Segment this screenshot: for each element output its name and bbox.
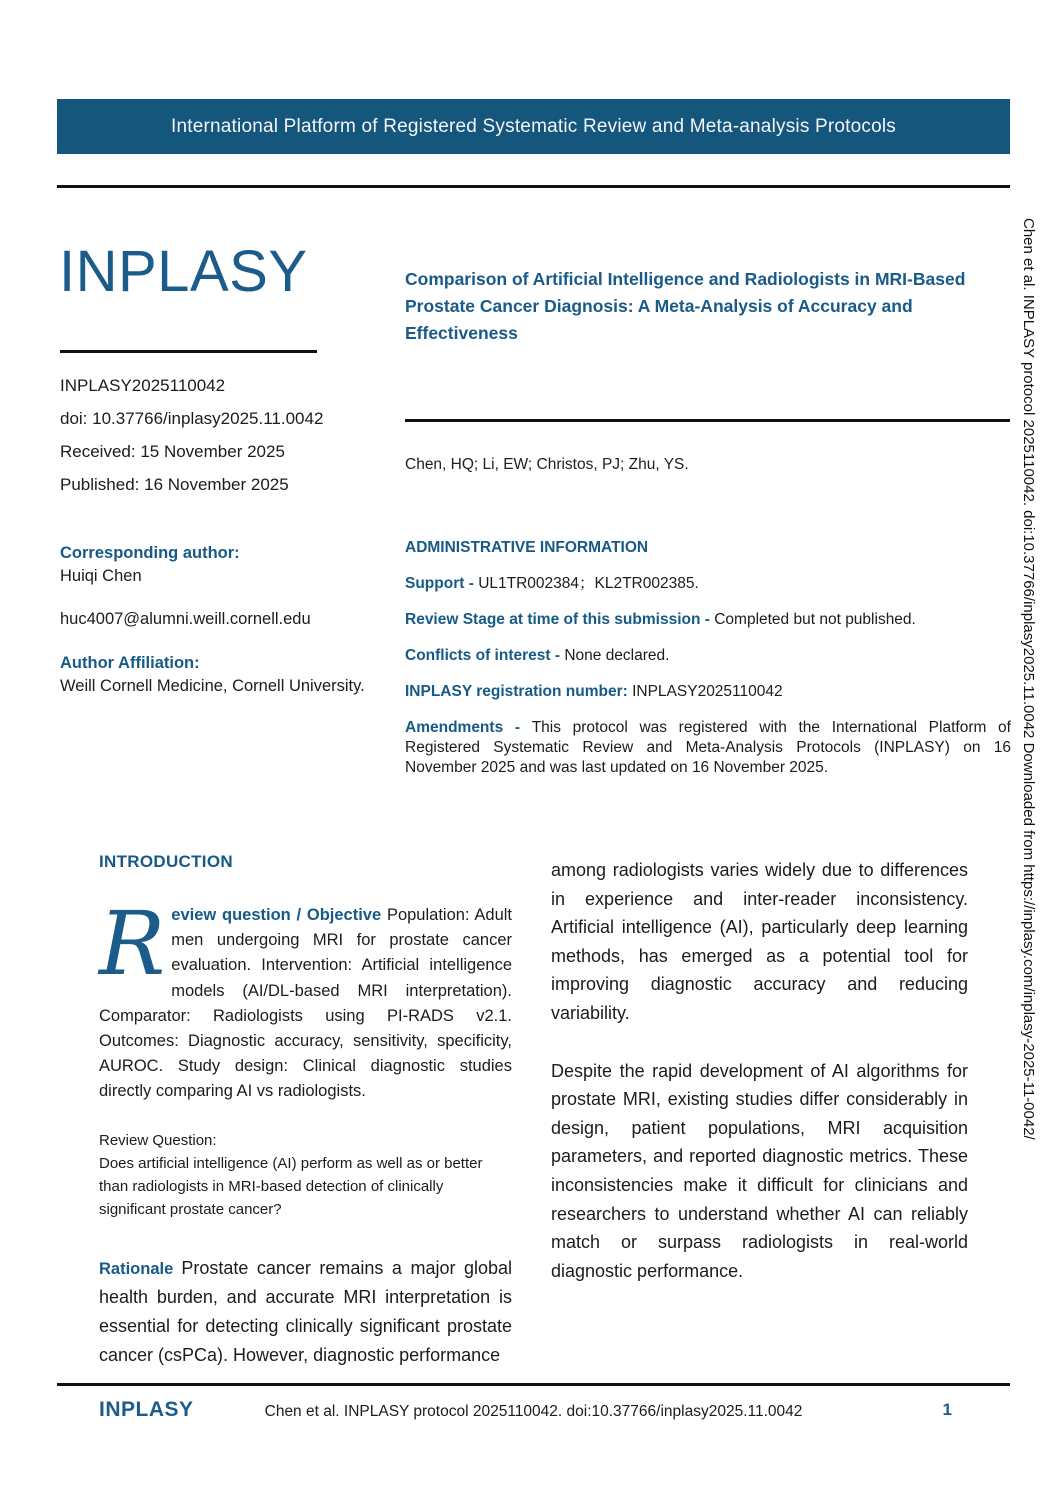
review-question-block	[99, 1129, 512, 1221]
corresponding-author-email: huc4007@alumni.weill.cornell.edu	[60, 610, 311, 628]
registration-number-value: INPLASY2025110042	[632, 683, 783, 700]
logo-divider	[60, 350, 317, 353]
introduction-heading: INTRODUCTION	[99, 852, 233, 871]
support-label: Support -	[405, 575, 479, 592]
support-value: UL1TR002384；KL2TR002385.	[478, 575, 699, 592]
admin-heading: ADMINISTRATIVE INFORMATION	[405, 539, 649, 556]
page-number: 1	[942, 1400, 952, 1419]
introduction-column-left	[99, 852, 512, 1370]
amendments-value: This protocol was registered with the International Platform of Registered Systematic Review and Meta-Analysis Protocols (INPLASY) on 16 November 2025 and was last updated on 16 November 2025.	[405, 719, 1011, 776]
doi-line: doi: 10.37766/inplasy2025.11.0042	[60, 409, 324, 428]
dropcap-letter: R	[99, 892, 166, 995]
review-stage-line	[405, 610, 1011, 630]
footer-divider	[57, 1383, 1010, 1386]
published-date: Published: 16 November 2025	[60, 475, 289, 494]
corresponding-author-name: Huiqi Chen	[60, 567, 142, 585]
amendments-label: Amendments -	[405, 719, 532, 736]
conflicts-value: None declared.	[564, 647, 670, 664]
review-objective-text: Population: Adult men undergoing MRI for prostate cancer evaluation. Intervention: Artificial intelligence models (AI/DL-based MRI interpretation). Comparator: Radiologists using PI-RADS v2.1. Outcomes: Diagnostic accuracy, sensitivity, specificity, AUROC. Study design: Clinical diagnostic studies directly comparing AI vs radiologists.	[99, 906, 512, 1101]
platform-banner-text: International Platform of Registered Systematic Review and Meta-analysis Protocols	[171, 115, 896, 137]
conflicts-line	[405, 646, 1011, 666]
review-objective-label: eview question / Objective	[171, 906, 387, 924]
corresponding-author-label: Corresponding author:	[60, 544, 240, 562]
top-divider	[57, 185, 1010, 188]
introduction-paragraph-despite: Despite the rapid development of AI algorithms for prostate MRI, existing studies differ considerably in design, patient populations, MRI acquisition parameters, and reported diagnostic metrics. These inconsistencies make it difficult for clinicians and researchers to understand whether AI can reliably match or surpass radiologists in real-world diagnostic performance.	[551, 1060, 968, 1281]
registration-number-line	[405, 682, 1011, 702]
affiliation-text: Weill Cornell Medicine, Cornell University.	[60, 677, 365, 695]
footer-inplasy-logo: INPLASY	[99, 1398, 194, 1421]
received-date: Received: 15 November 2025	[60, 442, 285, 461]
author-list: Chen, HQ; Li, EW; Christos, PJ; Zhu, YS.	[405, 456, 689, 473]
review-question-label: Review Question:	[99, 1131, 217, 1149]
review-question-text: Does artificial intelligence (AI) perform as well as or better than radiologists in MRI-based detection of clinically significant prostate cancer?	[99, 1154, 483, 1218]
support-line	[405, 574, 1011, 594]
corresponding-author-block	[60, 542, 398, 698]
page-footer	[57, 1394, 1010, 1434]
registration-meta	[60, 376, 400, 508]
title-divider	[405, 419, 1010, 422]
registration-number-label: INPLASY registration number:	[405, 683, 633, 700]
rationale-paragraph	[99, 1254, 512, 1370]
platform-banner	[57, 99, 1010, 154]
introduction-paragraph-variability: among radiologists varies widely due to differences in experience and inter-reader inconsistency. Artificial intelligence (AI), particularly deep learning methods, has emerged as a potential tool for improving diagnostic accuracy and reducing variability.	[551, 860, 968, 1023]
introduction-column-right	[551, 856, 968, 1285]
review-stage-label: Review Stage at time of this submission -	[405, 611, 715, 628]
review-objective-paragraph	[99, 892, 512, 1105]
amendments-line	[405, 718, 1011, 778]
review-stage-value: Completed but not published.	[714, 611, 916, 628]
rationale-text: Prostate cancer remains a major global health burden, and accurate MRI interpretation is essential for detecting clinically significant prostate cancer (csPCa). However, diagnostic performance	[99, 1257, 512, 1366]
administrative-information	[405, 538, 1011, 778]
conflicts-label: Conflicts of interest -	[405, 647, 565, 664]
sidebar-citation-vertical: Chen et al. INPLASY protocol 2025110042. doi:10.37766/inplasy2025.11.0042 Downloaded from https://inplasy.com/inplasy-2025-11-0042/	[1020, 218, 1037, 1140]
inplasy-logo: INPLASY	[59, 239, 308, 304]
article-title: Comparison of Artificial Intelligence and Radiologists in MRI-Based Prostate Cancer Diagnosis: A Meta-Analysis of Accuracy and Effectiveness	[405, 269, 966, 343]
rationale-label: Rationale	[99, 1259, 182, 1278]
affiliation-label: Author Affiliation:	[60, 654, 200, 672]
registration-id: INPLASY2025110042	[60, 376, 226, 395]
footer-citation: Chen et al. INPLASY protocol 2025110042. doi:10.37766/inplasy2025.11.0042	[264, 1403, 803, 1420]
